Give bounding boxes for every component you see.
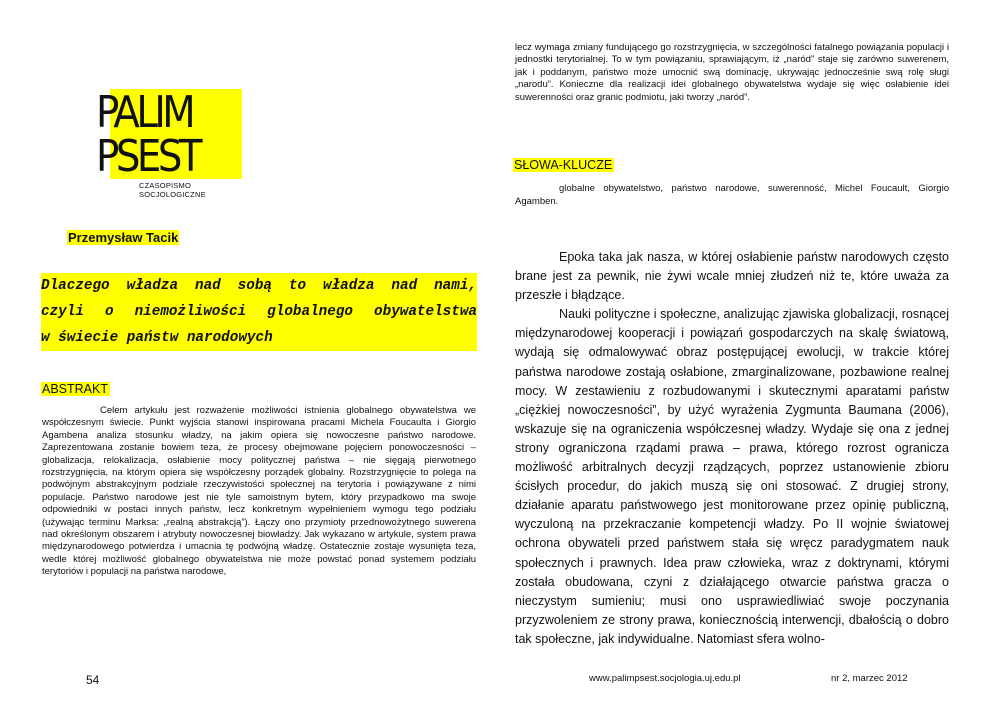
footer-url: www.palimpsest.socjologia.uj.edu.pl (589, 673, 741, 684)
page-number: 54 (86, 673, 100, 687)
journal-logo (96, 87, 242, 199)
abstract-continued (515, 42, 949, 104)
body-paragraph-2: Nauki polityczne i społeczne, analizując zjawiska globalizacji, rosnącej międzynarodowej kooperacji i powiązań gospodarczych na skalę światową, wydają się odmalowywać obraz postępującej ewolucji, w trakcie której państwa narodowe zostają osłabione, zmarginalizowane, pozbawione realnej mocy. W zestawieniu z rozbudowanymi i skutecznymi aparatami państw „ciężkiej nowoczesności”, by użyć wyrażenia Zygmunta Baumana (2006), wskazuje się na ograniczenia współczesnej władzy. Wydaje się ona z jednej strony ograniczona rządami prawa – prawa, którego rozrost ogranicza możliwość arbitralnych decyzji rządzących, poprzez ustanowienie zbioru ścisłych procedur, do jakich muszą się oni stosować. Z drugiej strony, działanie aparatu państwowego jest monitorowane przez opinię publiczną, wyczuloną na przekraczanie kompetencji władzy. Po II wojnie światowej ochrona obywateli przed państwem stała się wręcz paradygmatem nauk społecznych i prawnych. Idea praw człowieka, wraz z doktrynami, którymi została obudowana, czyni z działającego otwarcie państwa gracza o nieczystym sumieniu; musi ono usprawiedliwiać swoje poczynania przyzwoleniem ze strony prawa, koniecznością interwencji, dbałością o dobro tak społeczne, jak indywidualne. Natomiast sfera wolno- (515, 307, 949, 646)
footer-issue: nr 2, marzec 2012 (831, 673, 908, 684)
abstract-heading: ABSTRAKT (42, 382, 108, 396)
logo-tagline: CZASOPISMO SOCJOLOGICZNE (139, 181, 206, 199)
keywords (515, 182, 949, 208)
logo-word-1: PALIM (96, 87, 193, 138)
keywords-text: globalne obywatelstwo, państwo narodowe, suwerenność, Michel Foucault, Giorgio Agamben. (515, 183, 949, 207)
body-text (515, 248, 949, 649)
logo-word-2: PSEST (96, 131, 200, 182)
title-line-2: czyli o niemożliwości globalnego obywatelstwa (41, 299, 477, 325)
keywords-heading: SŁOWA-KLUCZE (514, 158, 613, 172)
abstract-continued-paragraph: lecz wymaga zmiany fundującego go rozstrzygnięcia, w szczególności fatalnego powiązania populacji i jednostki terytorialnej. To w tym powiązaniu, sprawiającym, iż „naród” staje się zarówno suwerenem, jak i poddanym, państwo może umocnić swą dominację, ukrywając jednocześnie swą rolę sługi „narodu”. Konieczne dla realizacji idei globalnego obywatelstwa wydaje się więc osłabienie idei suwerenności oraz granic podmiotu, jaki tworzy „naród”. (515, 42, 949, 103)
article-title (41, 273, 477, 351)
abstract-paragraph: Celem artykułu jest rozważenie możliwości istnienia globalnego obywatelstwa we współczesnym świecie. Punkt wyjścia stanowi inspirowana pracami Michela Foucaulta i Giorgio Agambena analiza stosunku władzy, na jakim opiera się nowoczesne państwo narodowe. Zaprezentowana zostanie bowiem teza, że procesy obejmowane pojęciem ponowoczesności – globalizacja, relokalizacja, osłabienie mocy politycznej państwa – nie sięgają pierwotnego rozstrzygnięcia, na którym opiera się współczesny porządek globalny. Rozstrzygnięcie to polega na podwójnym abstrakcyjnym podziale rzeczywistości społecznej na terytoria i powiązywane z nimi populacje. Państwo narodowe jest nie tyle samoistnym bytem, który przypadkowo ma swoje odpowiedniki w postaci innych państw, lecz konkretnym wypełnieniem wymogu tego podziału (używając terminu Marksa: „realną abstrakcją”). Łączy ono przymioty przednowożytnego suwerena nad określonym obszarem i atrybuty nowoczesnej biowładzy. Jak wykazano w artykule, system prawa międzynarodowego potwierdza i umacnia tę podwójną władzę. Ostatecznie zostaje wysunięta teza, wedle której możliwość globalnego obywatelstwa nie może powstać ponad systemem podziału terytoriów i populacji na państwa narodowe, (42, 405, 476, 578)
title-line-3: w świecie państw narodowych (41, 330, 273, 346)
abstract-text (42, 405, 476, 579)
title-line-1: Dlaczego władza nad sobą to władza nad nami, (41, 273, 477, 299)
body-paragraph-1: Epoka taka jak nasza, w której osłabienie państw narodowych często brane jest za pewnik, nie żywi wcale mniej złudzeń niż te, które uważa za przeszłe i błądzące. (515, 250, 949, 303)
author-name: Przemysław Tacik (68, 230, 179, 245)
